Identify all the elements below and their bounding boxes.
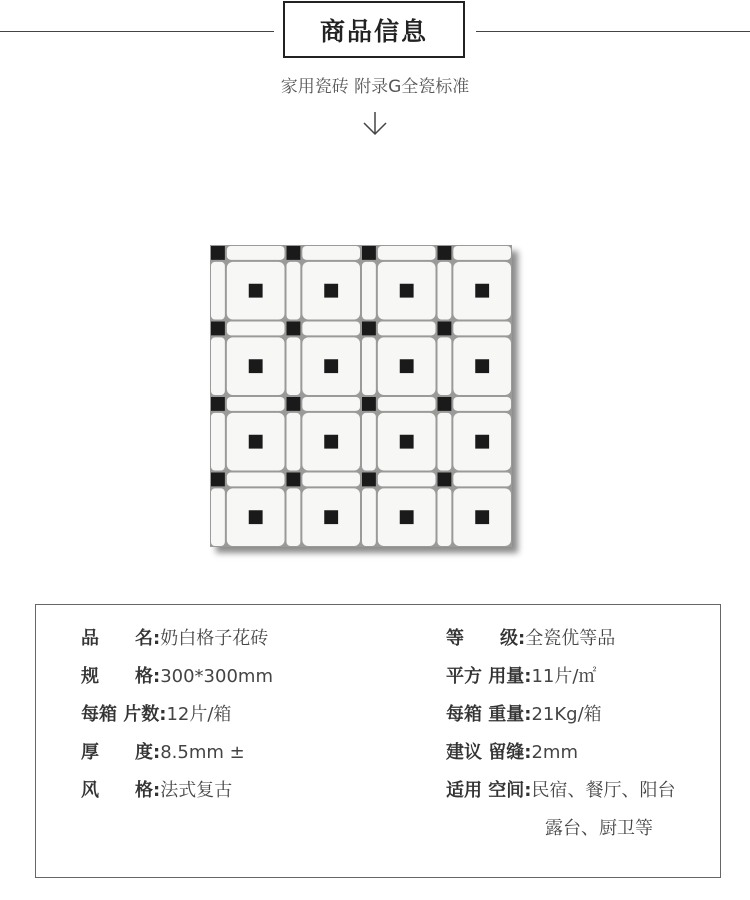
spec-label: 每箱 片数: — [81, 704, 167, 725]
spec-value: 2mm — [531, 742, 578, 763]
spec-label: 建议 留缝: — [446, 742, 532, 763]
tile-white-bar — [287, 413, 301, 471]
tile-white-bar — [227, 322, 285, 336]
spec-row-grade — [446, 628, 615, 650]
spec-value: 民宿、餐厅、阳台 — [531, 780, 676, 801]
header-divider-left — [0, 31, 274, 32]
tile-black-square — [400, 510, 414, 524]
tile-white-bar — [227, 473, 285, 487]
tile-black-square — [287, 473, 301, 487]
spec-row-name — [81, 628, 268, 650]
tile-black-square — [324, 359, 338, 373]
spec-row-style — [81, 780, 232, 802]
tile-white-bar — [362, 337, 376, 395]
tile-white-bar — [302, 322, 360, 336]
tile-black-square — [362, 397, 376, 411]
tile-white-bar — [378, 322, 436, 336]
tile-black-square — [438, 246, 452, 260]
spec-row-usage — [446, 666, 596, 688]
spec-value: 奶白格子花砖 — [160, 628, 269, 649]
tile-white-bar — [287, 337, 301, 395]
tile-black-square — [211, 246, 225, 260]
tile-white-bar — [227, 397, 285, 411]
tile-white-bar — [362, 488, 376, 546]
tile-black-square — [287, 397, 301, 411]
tile-black-square — [324, 284, 338, 298]
tile-black-square — [362, 322, 376, 336]
tile-black-square — [287, 246, 301, 260]
tile-white-bar — [302, 246, 360, 260]
section-title: 商品信息 — [283, 1, 465, 58]
spec-value: 11片/㎡ — [531, 666, 597, 687]
tile-white-bar — [287, 488, 301, 546]
spec-label: 风 格: — [81, 780, 161, 801]
spec-label: 厚 度: — [81, 742, 161, 763]
spec-label: 品 名: — [81, 628, 161, 649]
tile-black-square — [211, 473, 225, 487]
tile-white-bar — [378, 397, 436, 411]
tile-white-bar — [302, 397, 360, 411]
tile-black-square — [211, 397, 225, 411]
spec-value: 露台、厨卫等 — [545, 818, 653, 839]
tile-black-square — [475, 510, 489, 524]
spec-row-space-cont — [545, 818, 653, 840]
section-subtitle: 家用瓷砖 附录G全瓷标准 — [280, 77, 470, 97]
tile-white-bar — [453, 397, 511, 411]
tile-white-bar — [438, 337, 452, 395]
spec-row-thickness — [81, 742, 245, 764]
tile-black-square — [475, 359, 489, 373]
tile-white-bar — [227, 246, 285, 260]
tile-white-bar — [362, 262, 376, 320]
tile-white-bar — [378, 246, 436, 260]
spec-value: 300*300mm — [160, 666, 273, 687]
tile-white-bar — [211, 413, 225, 471]
tile-white-bar — [453, 322, 511, 336]
tile-black-square — [400, 435, 414, 449]
spec-row-gap — [446, 742, 578, 764]
product-tile-image — [210, 245, 512, 547]
tile-white-bar — [438, 413, 452, 471]
tile-black-square — [249, 510, 263, 524]
tile-black-square — [438, 322, 452, 336]
tile-black-square — [249, 359, 263, 373]
tile-black-square — [249, 284, 263, 298]
tile-white-bar — [453, 246, 511, 260]
tile-black-square — [438, 397, 452, 411]
spec-value: 12片/箱 — [166, 704, 232, 725]
tile-white-bar — [211, 337, 225, 395]
spec-label: 适用 空间: — [446, 780, 532, 801]
tile-black-square — [324, 510, 338, 524]
spec-value: 8.5mm ± — [160, 742, 245, 763]
spec-label: 每箱 重量: — [446, 704, 532, 725]
tile-black-square — [400, 284, 414, 298]
spec-label: 规 格: — [81, 666, 161, 687]
tile-white-bar — [302, 473, 360, 487]
tile-black-square — [438, 473, 452, 487]
tile-black-square — [287, 322, 301, 336]
tile-white-bar — [378, 473, 436, 487]
spec-row-space — [446, 780, 675, 802]
spec-table — [35, 604, 721, 878]
tile-black-square — [475, 435, 489, 449]
spec-row-weight — [446, 704, 602, 726]
spec-value: 全瓷优等品 — [525, 628, 616, 649]
tile-black-square — [400, 359, 414, 373]
tile-white-bar — [438, 262, 452, 320]
tile-black-square — [249, 435, 263, 449]
tile-white-bar — [438, 488, 452, 546]
spec-label: 平方 用量: — [446, 666, 532, 687]
spec-row-size — [81, 666, 273, 688]
tile-white-bar — [453, 473, 511, 487]
spec-row-pieces — [81, 704, 231, 726]
tile-black-square — [362, 473, 376, 487]
tile-black-square — [211, 322, 225, 336]
tile-white-bar — [211, 488, 225, 546]
tile-white-bar — [211, 262, 225, 320]
tile-black-square — [475, 284, 489, 298]
spec-label: 等 级: — [446, 628, 526, 649]
header-divider-right — [476, 31, 750, 32]
down-arrow-icon — [361, 110, 389, 138]
tile-black-square — [362, 246, 376, 260]
tile-white-bar — [362, 413, 376, 471]
tile-white-bar — [287, 262, 301, 320]
spec-value: 法式复古 — [160, 780, 233, 801]
tile-black-square — [324, 435, 338, 449]
spec-value: 21Kg/箱 — [531, 704, 602, 725]
